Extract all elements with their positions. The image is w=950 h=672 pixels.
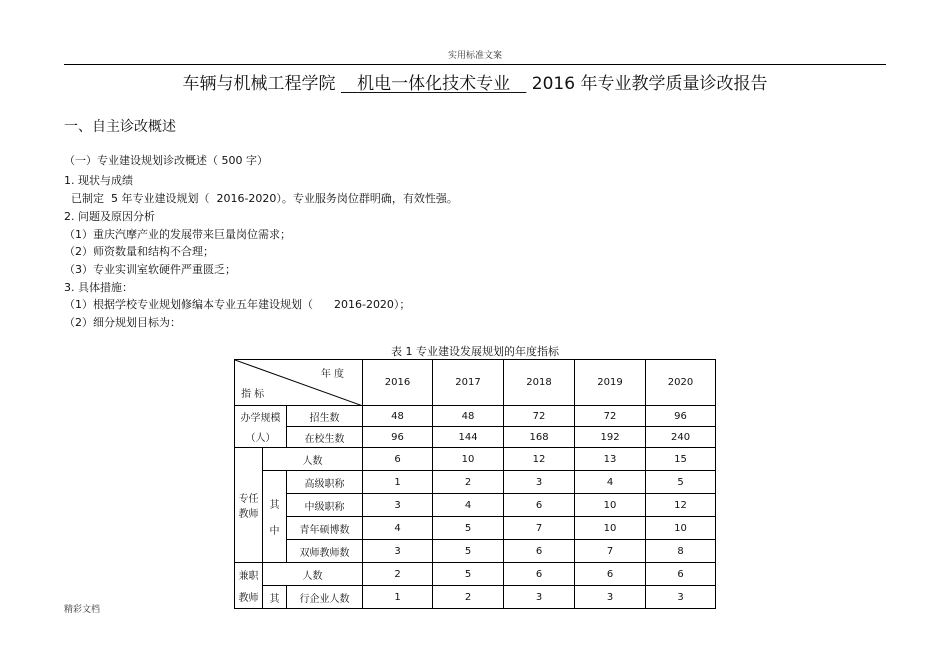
page-header: 实用标准文案 [447, 51, 502, 61]
body-line: （1）重庆汽摩产业的发展带来巨量岗位需求； [64, 228, 291, 241]
year-header: 2018 [504, 360, 575, 406]
table-cell: 6 [504, 563, 575, 586]
table-caption: 表 1 专业建设发展规划的年度指标 [391, 345, 559, 358]
table-cell: 2 [433, 586, 504, 609]
table-cell: 15 [646, 448, 716, 471]
group-scale-line2: （人） [235, 427, 287, 448]
title-report: 2016 年专业教学质量诊改报告 [531, 74, 768, 94]
row-label: 在校生数 [287, 427, 363, 448]
table-cell: 192 [575, 427, 646, 448]
title-major: 机电一体化技术专业 [357, 74, 511, 94]
table-cell: 5 [433, 517, 504, 540]
table-row [235, 494, 716, 517]
page-footer: 精彩文档 [64, 605, 101, 615]
title-college: 车辆与机械工程学院 [182, 74, 336, 94]
table-row [235, 563, 716, 586]
table-cell: 1 [363, 586, 433, 609]
body-line: （3）专业实训室软硬件严重匮乏； [64, 263, 236, 276]
table-cell: 4 [575, 471, 646, 494]
table-cell: 72 [575, 406, 646, 427]
corner-indicator-label: 指 标 [241, 389, 265, 400]
section-heading-1: 一、自主诊改概述 [64, 119, 176, 135]
table-cell: 3 [575, 586, 646, 609]
table-corner-cell [235, 360, 363, 406]
table-cell: 6 [504, 540, 575, 563]
subsection-heading-1: （一）专业建设规划诊改概述（ 500 字） [64, 154, 268, 167]
year-header: 2019 [575, 360, 646, 406]
body-line: 3. 具体措施： [64, 281, 133, 294]
table-header-row [235, 360, 716, 406]
row-label: 行企业人数 [287, 586, 363, 609]
table-cell: 5 [433, 563, 504, 586]
table-cell: 6 [646, 563, 716, 586]
table-cell: 12 [646, 494, 716, 517]
group-scale-line1: 办学规模 [235, 406, 287, 427]
year-header: 2017 [433, 360, 504, 406]
row-label: 双师教师数 [287, 540, 363, 563]
table-row [235, 427, 716, 448]
year-header: 2020 [646, 360, 716, 406]
table-cell: 10 [646, 517, 716, 540]
header-rule [64, 64, 886, 65]
table-row [235, 448, 716, 471]
table-row [235, 517, 716, 540]
group-parttime-among: 其 [263, 586, 287, 609]
body-line: 1. 现状与成绩 [64, 174, 133, 187]
table-cell: 10 [575, 517, 646, 540]
group-parttime-line1: 兼职 [235, 563, 263, 586]
table-cell: 6 [575, 563, 646, 586]
table-cell: 7 [575, 540, 646, 563]
row-label: 招生数 [287, 406, 363, 427]
body-line: 2. 问题及原因分析 [64, 210, 155, 223]
table-cell: 8 [646, 540, 716, 563]
table-cell: 13 [575, 448, 646, 471]
row-label: 人数 [263, 448, 363, 471]
table-cell: 144 [433, 427, 504, 448]
table-cell: 96 [646, 406, 716, 427]
table-cell: 168 [504, 427, 575, 448]
table-cell: 3 [504, 471, 575, 494]
table-cell: 4 [363, 517, 433, 540]
group-among: 其 中 [263, 471, 287, 563]
table-cell: 3 [363, 540, 433, 563]
body-line: （1）根据学校专业规划修编本专业五年建设规划（ 2016-2020）； [64, 298, 411, 311]
table-cell: 72 [504, 406, 575, 427]
table-cell: 6 [504, 494, 575, 517]
table-cell: 48 [363, 406, 433, 427]
table-cell: 10 [433, 448, 504, 471]
table-cell: 240 [646, 427, 716, 448]
row-label: 人数 [263, 563, 363, 586]
corner-year-label: 年 度 [320, 369, 345, 380]
row-label: 高级职称 [287, 471, 363, 494]
group-fulltime-teachers: 专任 教师 [235, 448, 263, 563]
table-cell: 3 [504, 586, 575, 609]
table-cell: 10 [575, 494, 646, 517]
table-cell: 48 [433, 406, 504, 427]
table-row [235, 586, 716, 609]
table-row [235, 471, 716, 494]
table-cell: 4 [433, 494, 504, 517]
year-header: 2016 [363, 360, 433, 406]
group-parttime-line2: 教师 [235, 586, 263, 609]
table-cell: 7 [504, 517, 575, 540]
table-cell: 5 [433, 540, 504, 563]
table-row [235, 540, 716, 563]
row-label: 青年硕博数 [287, 517, 363, 540]
body-line: （2）细分规划目标为： [64, 316, 181, 329]
table-row [235, 406, 716, 427]
annual-indicator-table [234, 359, 716, 609]
body-line: （2）师资数量和结构不合理； [64, 245, 214, 258]
table-cell: 3 [363, 494, 433, 517]
table-cell: 3 [646, 586, 716, 609]
table-cell: 12 [504, 448, 575, 471]
table-cell: 96 [363, 427, 433, 448]
report-title [0, 69, 950, 94]
table-cell: 1 [363, 471, 433, 494]
body-line: 已制定 5 年专业建设规划（ 2016-2020）。专业服务岗位群明确，有效性强。 [64, 192, 458, 205]
table-cell: 5 [646, 471, 716, 494]
table-cell: 6 [363, 448, 433, 471]
row-label: 中级职称 [287, 494, 363, 517]
table-cell: 2 [363, 563, 433, 586]
table-cell: 2 [433, 471, 504, 494]
